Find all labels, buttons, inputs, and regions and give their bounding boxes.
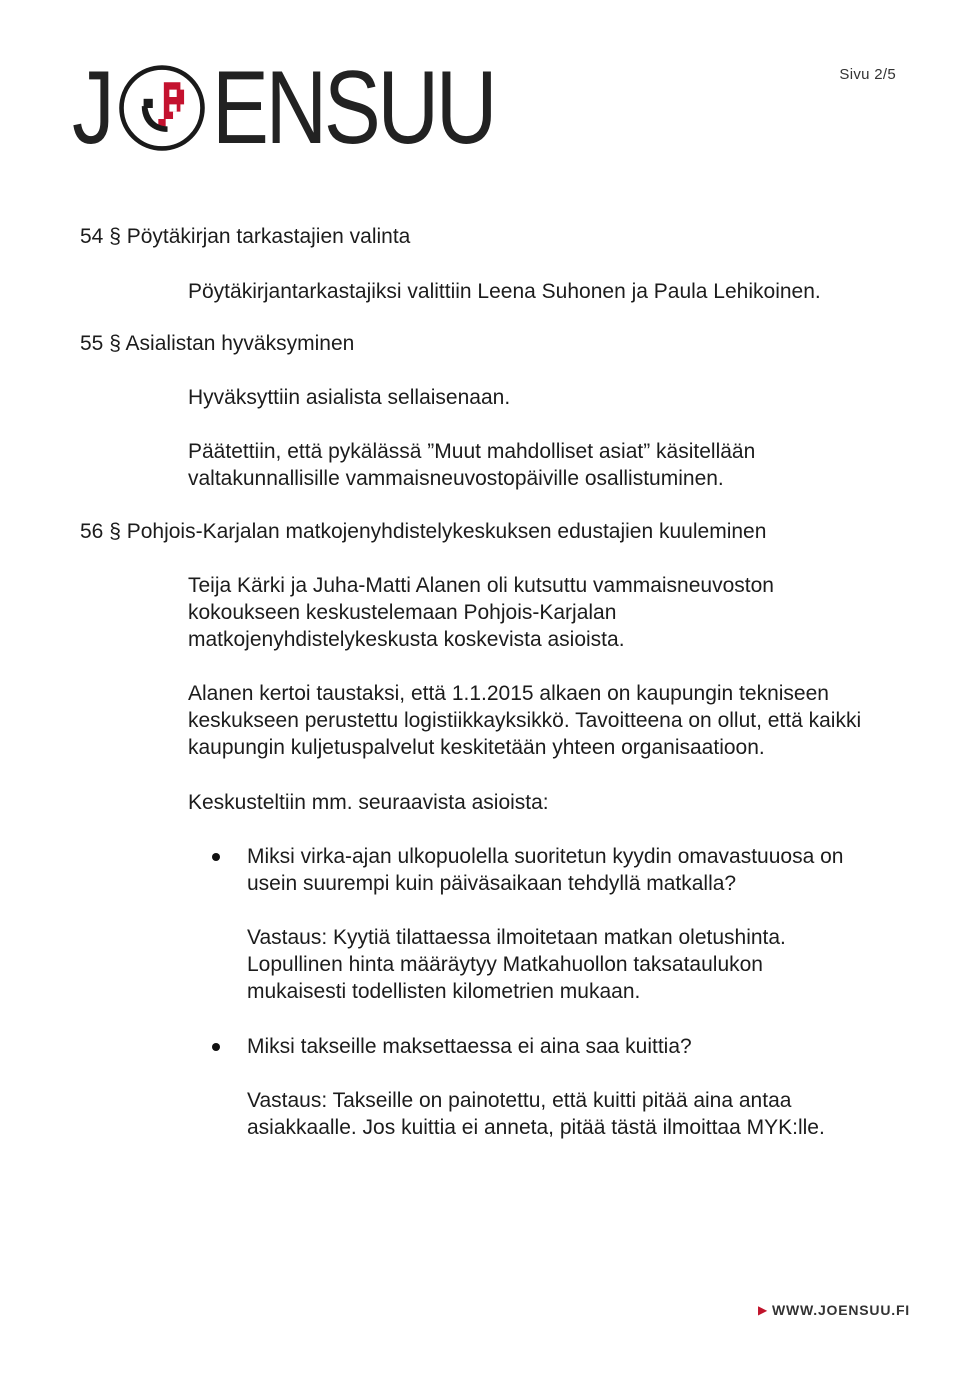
footer-url[interactable]: WWW.JOENSUU.FI [772,1302,910,1318]
section-56-paragraph: Alanen kertoi taustaksi, että 1.1.2015 alkaen on kaupungin tekniseen keskukseen perustettu logistiikkayksikkö. Tavoitteena on ollut, että kaikki kaupungin kuljetuspalvelut keskitetään yhteen organisaatioon. [188,682,862,759]
page-number: Sivu 2/5 [839,66,896,83]
bullet-question: Miksi takseille maksettaessa ei aina saa kuittia? [247,1035,692,1058]
logo-letters-ensuu: ENSUU [212,50,495,166]
section-55-paragraph: Hyväksyttiin asialista sellaisenaan. [188,386,511,409]
section-56-heading: 56 § Pohjois-Karjalan matkojenyhdistelykeskuksen edustajien kuuleminen [80,520,767,543]
section-55-heading: 55 § Asialistan hyväksyminen [80,332,355,355]
footer-website [758,1302,910,1318]
logo-letter-j: J [72,50,112,166]
bullet-dot-icon [212,1043,220,1051]
section-56-paragraph: Teija Kärki ja Juha-Matti Alanen oli kutsuttu vammaisneuvoston kokoukseen keskustelemaan Pohjois-Karjalan matkojenyhdistelykeskusta koskevista asioista. [188,574,774,651]
bullet-question: Miksi virka-ajan ulkopuolella suoritetun kyydin omavastuuosa on usein suurempi kuin päiväsaikaan tehdyllä matkalla? [247,845,844,895]
section-54-heading: 54 § Pöytäkirjan tarkastajien valinta [80,225,411,248]
bullet-answer: Vastaus: Kyytiä tilattaessa ilmoitetaan matkan oletushinta. Lopullinen hinta määräytyy Matkahuollon taksataulukon mukaisesti todellisten kilometrien mukaan. [247,926,786,1003]
joensuu-logo [72,50,556,166]
bullet-answer: Vastaus: Takseille on painotettu, että kuitti pitää aina antaa asiakkaalle. Jos kuittia ei anneta, pitää tästä ilmoittaa MYK:lle. [247,1089,825,1139]
section-56-paragraph: Keskusteltiin mm. seuraavista asioista: [188,791,549,814]
triangle-right-icon: ▶ [757,1303,769,1317]
bullet-dot-icon [212,853,220,861]
joensuu-emblem-icon [116,62,208,154]
section-55-paragraph: Päätettiin, että pykälässä ”Muut mahdolliset asiat” käsitellään valtakunnallisille vammaisneuvostopäiville osallistuminen. [188,440,756,490]
section-54-paragraph: Pöytäkirjantarkastajiksi valittiin Leena Suhonen ja Paula Lehikoinen. [188,280,821,303]
